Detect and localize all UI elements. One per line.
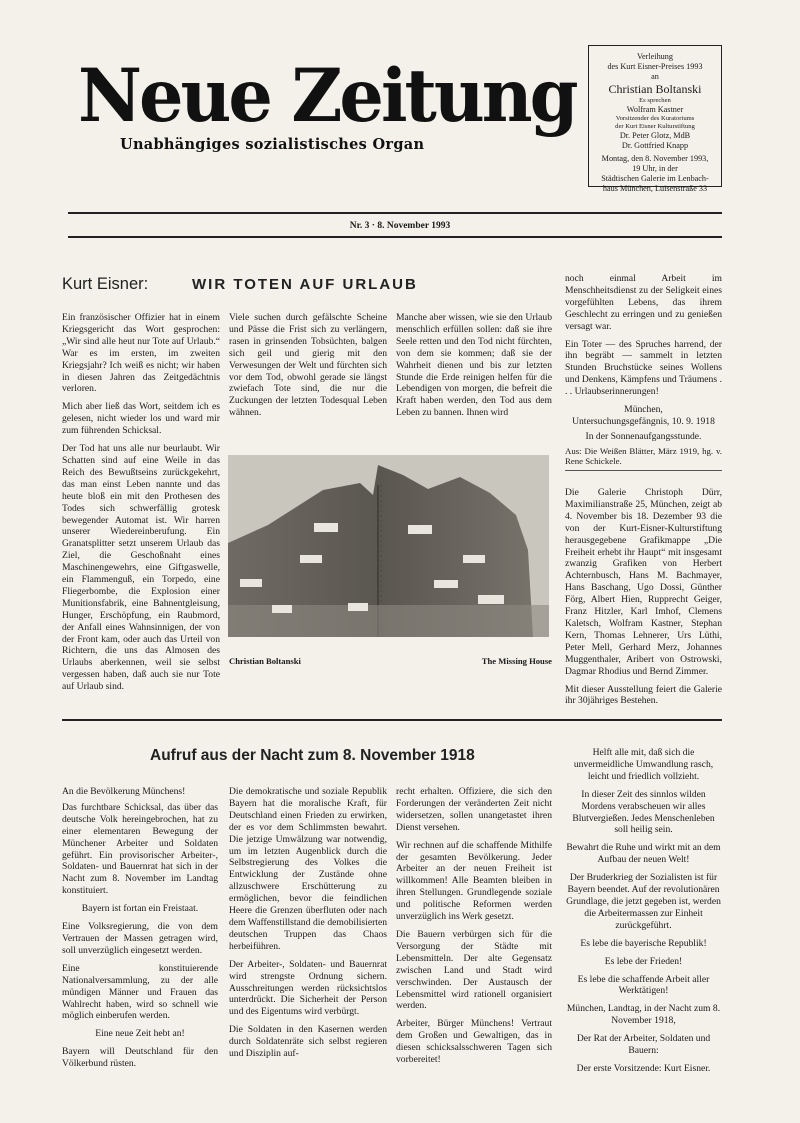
paragraph: Helft alle mit, daß sich die unvermeidliche Umwandlung rasch, leicht und friedlich vollzieht.	[573, 747, 714, 782]
event-detail: Städtischen Galerie im Lenbach-	[601, 174, 709, 183]
article1-column-4	[565, 273, 722, 473]
paragraph: Bayern ist fortan ein Freistaat.	[81, 903, 199, 915]
source-note: Aus: Die Weißen Blätter, März 1919, hg. v. Rene Schickele.	[565, 445, 722, 467]
article2-column-1	[62, 786, 218, 1076]
artwork-photo	[228, 455, 549, 637]
paragraph: Eine konstituierende Nationalversammlung, zu der alle mündigen Männer und Frauen das Wahlrecht haben, wird so schnell wie möglich einberufen werden.	[62, 962, 218, 1022]
paragraph: Die Galerie Christoph Dürr, Maximilianstraße 25, München, zeigt ab 4. November bis 18. Dezember 93 die von der Kurt-Eisner-Kulturstiftung herausgegebene Grafikmappe „Die Freiheit erhebt ihr Haupt“ mit insgesamt zwanzig Grafiken von Herbert Achternbusch, Hans M. Bachmayer, Hans Baschang, Ugo Dossi, Günther Förg, Albert Hien, Rupprecht Geiger, Franz Hitzler, Karl Imhof, Clemens Kaletsch, Wolfram Kastner, Stephan Kern, Thomas Lehnerer, Urs Lüthi, Peter Mell, Gerhard Merz, Johannes Muggenthaler, Aribert von Ostrowski, Dagmar Rhodius und Bernd Zimmer.	[565, 487, 722, 677]
paragraph: Eine neue Zeit hebt an!	[95, 1028, 185, 1040]
article1-column-2	[229, 312, 387, 425]
paragraph: Ein französischer Offizier hat in einem Kriegsgericht das Wort gesprochen: „Wir sind alle heut nur Tote auf Urlaub.“ War es im ersten, im zweiten Kriegsjahr? Ich weiß es nicht; wir haben in diesen Jahren das Zeitgedächtnis verloren.	[62, 312, 220, 395]
speakers-intro: Es sprechen	[639, 97, 671, 104]
paragraph: Wir rechnen auf die schaffende Mithilfe der gesamten Bevölkerung. Jeder Arbeiter an der neuen Freiheit ist willkommen! Alle Beamten bleiben in ihren Stellungen. Grundlegende soziale und politische Reformen werden unverzüglich ins Werk gesetzt.	[396, 839, 552, 923]
article1-column-1	[62, 312, 220, 699]
signatory: Der Rat der Arbeiter, Soldaten und Bauern:	[576, 1033, 711, 1057]
event-detail: haus München, Luisenstraße 33	[602, 184, 708, 193]
award-announcement-box	[588, 45, 722, 193]
article-author: Kurt Eisner:	[62, 275, 149, 293]
laureate-name: Christian Boltanski	[608, 82, 702, 96]
paragraph: Mit dieser Ausstellung feiert die Galerie ihr 30jähriges Bestehen.	[565, 683, 722, 707]
paragraph: Bayern will Deutschland für den Völkerbund rüsten.	[62, 1046, 218, 1070]
gallery-notice	[565, 487, 722, 713]
paragraph: Der Arbeiter-, Soldaten- und Bauernrat wird strengste Ordnung sichern. Ausschreitungen werden rücksichtslos unterdrückt. Die Sicherheit der Person und des Eigentums wird verbürgt.	[229, 958, 387, 1018]
paragraph: Eine Volksregierung, die von dem Vertrauen der Massen getragen wird, soll unverzüglich eingesetzt werden.	[62, 921, 218, 956]
paragraph: Bewahrt die Ruhe und wirkt mit an dem Aufbau der neuen Welt!	[566, 842, 721, 866]
paragraph: Die Bauern verbürgen sich für die Versorgung der Städte mit Lebensmitteln. Der alte Gegensatz zwischen Land und Stadt wird verschwinden. Der Austausch der Lebensmittel wird rationell organisiert werden.	[396, 928, 552, 1012]
paragraph: Mich aber ließ das Wort, seitdem ich es gelesen, nicht wieder los und ward mir zum führenden Schicksal.	[62, 401, 220, 437]
paragraph: In dieser Zeit des sinnlos wilden Mordens verabscheuen wir alles Blutvergießen. Jedes Menschenleben soll heilig sein.	[572, 788, 715, 836]
dateline-place-2: Untersuchungsgefängnis, 10. 9. 1918	[572, 415, 715, 427]
paragraph: Die Soldaten in den Kasernen werden durch Soldatenräte sich selbst regieren und Disziplin auf-	[229, 1024, 387, 1060]
paragraph: Arbeiter, Bürger Münchens! Vertraut dem Großen und Gewaltigen, das in diesen schicksalsschweren Tagen sich vorbereitet!	[396, 1018, 552, 1066]
article2-column-3	[396, 786, 552, 1072]
dateline: München, Landtag, in der Nacht zum 8. November 1918,	[566, 1003, 721, 1027]
section-rule	[62, 719, 722, 721]
paragraph: An die Bevölkerung Münchens!	[62, 786, 186, 797]
speaker-role: der Kurt Eisner Kulturstiftung	[615, 123, 695, 130]
announcement-line: an	[651, 72, 659, 81]
paragraph: Ein Toter — des Spruches harrend, der ihn begräbt — sammelt in letzten Stunden Bruchstücke seines Wollens und Denkens, Kämpfens und Träumens . . . Urlaubserinnerungen!	[565, 338, 722, 398]
column-separator	[565, 470, 722, 471]
speaker-name: Wolfram Kastner	[626, 105, 684, 114]
event-detail: Montag, den 8. November 1993,	[601, 154, 709, 163]
issue-number: Nr. 3 · 8. November 1993	[349, 221, 451, 231]
paragraph: Viele suchen durch gefälschte Scheine und Pässe die Frist sich zu verlängern, rasen in grinsenden Tobsüchten, balgen sich geil und gierig mit den Verwesungen der Welt und fürchten sich vor dem Tod, obwohl gerade sie längst zwiefach Tote sind, die nur die Zuckungen der letzten Todesqual Leben wähnen.	[229, 312, 387, 419]
slogan: Es lebe die schaffende Arbeit aller Werktätigen!	[577, 973, 710, 997]
article2-column-2	[229, 786, 387, 1066]
paragraph: Die demokratische und soziale Republik Bayern hat die moralische Kraft, für Deutschland einen Frieden zu erwirken, der es vor dem Schlimmsten bewahrt. Die jetzige Umwälzung war notwendig, um im letzten Augenblick durch die Selbstregierung des Volkes die Entwicklung der Zustände ohne allzuschwere Erschütterung zu ermöglichen, bevor die feindlichen Heere die Grenzen überfluten oder nach dem Waffenstillstand die demobilisierten deutschen Truppen das Chaos herbeiführen.	[229, 786, 387, 952]
paragraph: Der Bruderkrieg der Sozialisten ist für Bayern beendet. Auf der revolutionären Grundlage, die jetzt gegeben ist, werden die Arbeitermassen zur Einheit zurückgeführt.	[566, 872, 721, 931]
paragraph: noch einmal Arbeit im Menschheitsdienst zu der Seligkeit eines vorgefühlten Lebens, das ihrem Geschlecht zu erringen und zu genießen versagt war.	[565, 273, 722, 332]
dateline-place: München,	[624, 404, 663, 416]
masthead-title: Neue Zeitung	[78, 51, 576, 139]
article1-column-3	[396, 312, 552, 425]
announcement-line: des Kurt Eisner-Preises 1993	[607, 62, 703, 71]
article2-headline: Aufruf aus der Nacht zum 8. November 1918	[150, 747, 475, 764]
slogan: Es lebe der Frieden!	[604, 955, 683, 967]
article2-column-4	[565, 747, 722, 1081]
speaker-role: Vorsitzender des Kuratoriums	[615, 115, 695, 122]
paragraph: Der Tod hat uns alle nur beurlaubt. Wir Schatten sind auf eine Weile in das Reich des Bewußtseins zurückgekehrt, das man einst Leben nannte und das heute bloß ein mit den Prothesen des Todes sich schwerfällig grotesk bewegender Automat ist. Wir harren unserer Wiedereinberufung. Ein Granatsplitter setzt unserem Urlaub das Ziel, die Geschoßnaht eines Maschinengewehrs, eine Giftgaswelle, ein Flammenguß, ein Torpedo, eine Fliegerbombe, die Explosion einer Munitionsfabrik, eine Bahnentgleisung, Hunger, Erschöpfung, ein Raubmord, der Anfall eines Wahnsinnigen, der von der Front kam, oder auch das Urteil von Richtern, die uns das Almosen des Urlaubs aberkennen, weil sie selbst vergessen haben, daß auch sie nur Tote auf Urlaub sind.	[62, 443, 220, 693]
paragraph: recht erhalten. Offiziere, die sich den Forderungen der veränderten Zeit nicht widersetzen, sollen unangetastet ihren Dienst versehen.	[396, 786, 552, 833]
header-rule-bottom	[68, 236, 722, 238]
paragraph: Manche aber wissen, wie sie den Urlaub menschlich erfüllen sollen: daß sie ihre Seele retten und den Tod nicht fürchten, von dem sie kommen; daß sie der Wahrheit dienen und bis zur letzten Stunde die Erde reinigen helfen für die Lebendigen von morgen, die befreit die Kraft haben werden, den Tod aus dem Leben zu bannen. Ihnen wird	[396, 312, 552, 419]
masthead-subtitle: Unabhängiges sozialistisches Organ	[120, 136, 425, 153]
announcement-line: Verleihung	[637, 52, 673, 61]
speaker-name: Dr. Peter Glotz, MdB	[619, 131, 691, 140]
article-headline: WIR TOTEN AUF URLAUB	[192, 276, 418, 293]
paragraph: Das furchtbare Schicksal, das über das deutsche Volk hereingebrochen, hat zu einer elementaren Bewegung der Münchener Arbeiter und Soldaten geführt. Ein provisorischer Arbeiter-, Soldaten- und Bauernrat hat sich in der Nacht zum 8. November im Landtag konstituiert.	[62, 801, 218, 897]
slogan: Es lebe die bayerische Republik!	[580, 937, 707, 949]
missing-house-image	[228, 455, 549, 637]
header-rule-top	[68, 212, 722, 214]
signatory-chair: Der erste Vorsitzende: Kurt Eisner.	[576, 1062, 711, 1074]
photo-caption-artist: Christian Boltanski	[229, 656, 301, 666]
photo-caption-title: The Missing House	[481, 656, 552, 666]
event-detail: 19 Uhr, in der	[632, 164, 678, 173]
speaker-name: Dr. Gottfried Knapp	[621, 141, 689, 150]
dateline-time: In der Sonnenaufgangsstunde.	[585, 430, 702, 442]
